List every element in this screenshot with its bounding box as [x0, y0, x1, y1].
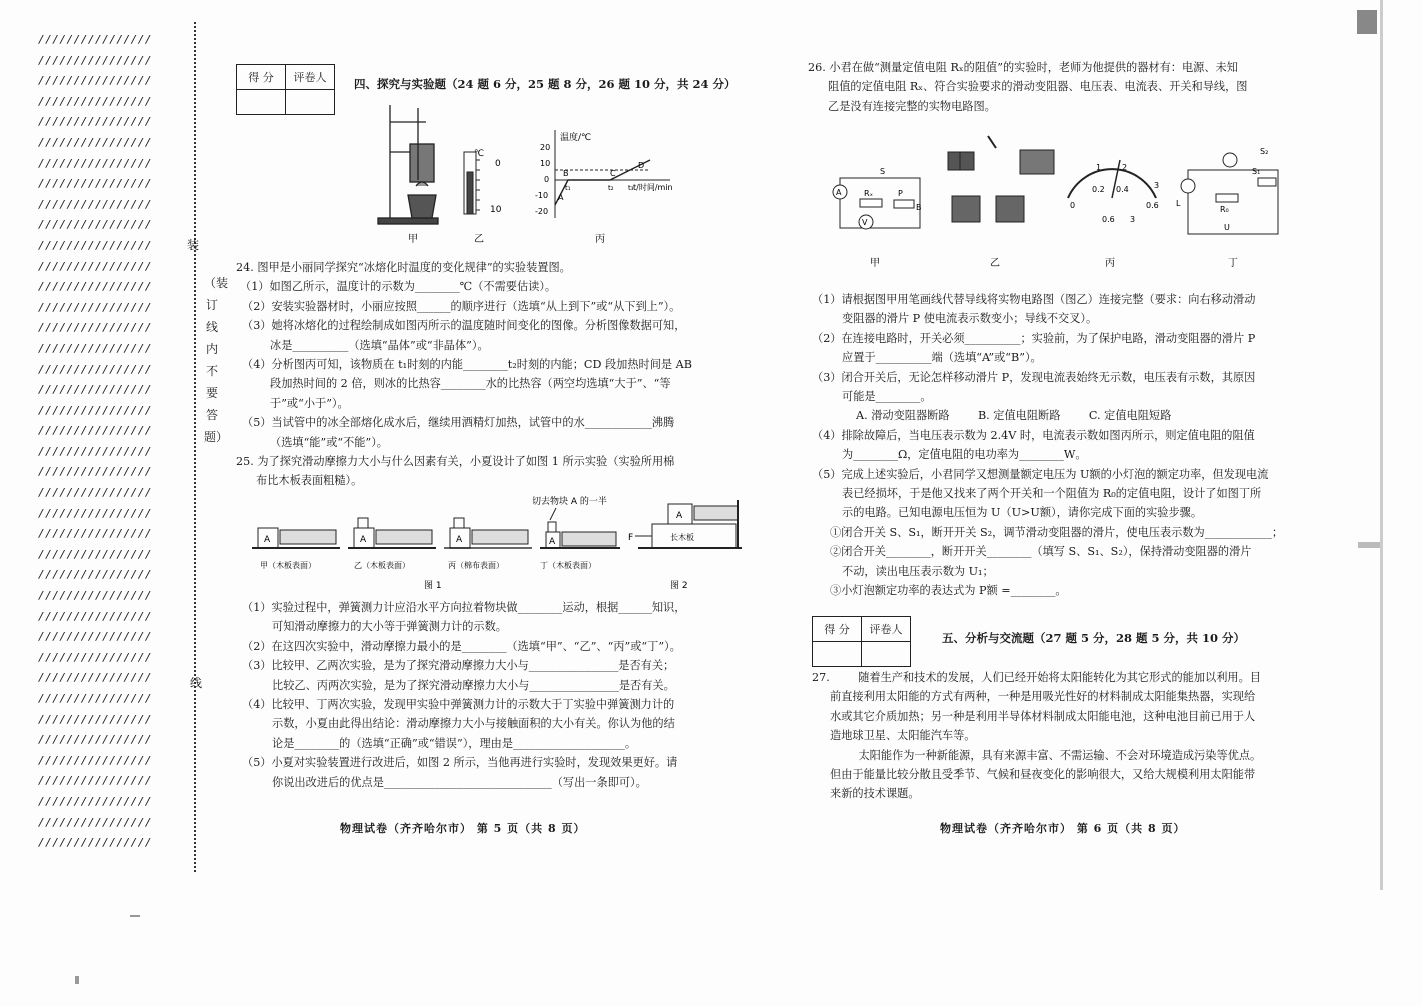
- q27-line: 造地球卫星、太阳能汽车等。: [830, 729, 976, 743]
- q24-line: 于”或“小于”）。: [270, 396, 349, 410]
- binding-note: （装订线内不要答题）: [204, 276, 229, 444]
- force-F: F: [628, 533, 634, 543]
- apparatus-jia: [378, 105, 438, 224]
- fig26-V: V: [862, 218, 868, 227]
- meter-1: 1: [1096, 163, 1102, 172]
- block-A: A: [549, 537, 556, 547]
- q26-line: （3）闭合开关后，无论怎样移动滑片 P，发现电流表始终无示数，电压表有示数，其原因: [812, 370, 1256, 384]
- q25-intro: 25. 为了探究滑动摩擦力大小与什么因素有关，小夏设计了如图 1 所示实验（实验所用棉: [236, 455, 675, 469]
- q24-line: （选填“能”或“不能”）。: [270, 435, 388, 449]
- q26-line: （4）排除故障后，当电压表示数为 2.4V 时，电流表示数如图丙所示，则定值电阻的阻值: [812, 428, 1255, 442]
- fig2-label: 图 2: [670, 581, 688, 591]
- meter-0.6: 0.6: [1146, 201, 1159, 210]
- q24-line: 段加热时间的 2 倍，则冰的比热容________水的比热容（两空均选填“大于”、“等: [270, 377, 671, 391]
- q26-line: 变阻器的滑片 P 使电流表示数变小；导线不交叉）。: [842, 312, 1098, 326]
- q27-line: 27. 随着生产和技术的发展，人们已经开始将太阳能转化为其它形式的能加以利用。目: [812, 671, 1261, 684]
- q26-line: 表已经损坏，于是他又找来了两个开关和一个阻值为 R₀的定值电阻，设计了如图丁所: [842, 487, 1262, 501]
- figure-26: [820, 130, 1320, 270]
- question-27: [812, 668, 1332, 804]
- cut-note: 切去物块 A 的一半: [532, 497, 607, 507]
- q24-line: 24. 图甲是小丽同学探究“冰熔化时温度的变化规律”的实验装置图。: [236, 261, 571, 274]
- binding-hatch: //////////////// //////////////// //////////////// //////////////// //////////////// //////////////// //////////////// //////////////// //////////////// //////////////// //////////////// //////////////// //////////////// //////////////// //////////////// //////////////// //////////////// //////////////// //////////////// //////////////// //////////////// //////////////// //////////////// //////////////// //////////////// //////////////// //////////////// //////////////// //////////////// //////////////// //////////////// //////////////// //////////////// //////////////// //////////////// //////////////// //////////////// //////////////// //////////////// ////////////////: [38, 33, 152, 850]
- q26-line: （2）在连接电路时，开关必须__________；实验前，为了保护电路，滑动变阻器的滑片 P: [812, 331, 1256, 345]
- caption-jia: 甲（木板表面）: [260, 561, 316, 570]
- caption-yi: 乙（木板表面）: [354, 561, 410, 570]
- block-A: A: [456, 535, 463, 545]
- q26-line: ③小灯泡额定功率的表达式为 P额 =________。: [830, 584, 1067, 598]
- binding-word-xian: 线: [190, 676, 203, 690]
- meter-2: 2: [1122, 163, 1128, 172]
- question-26-intro: [808, 58, 1328, 116]
- block-A: A: [676, 511, 683, 521]
- tick-20: 20: [540, 143, 551, 152]
- fig26-label-yi: 乙: [990, 258, 1000, 269]
- tick-0: 0: [544, 175, 550, 184]
- question-24: [236, 258, 746, 491]
- tick-neg20: -20: [535, 207, 549, 216]
- q25-line: （5）小夏对实验装置进行改进后，如图 2 所示，当他再进行实验时，发现效果更好。请: [242, 756, 678, 770]
- q26-line: 应置于__________端（选填“A”或“B”）。: [842, 351, 1042, 365]
- meter-mark-3: 3: [1130, 215, 1136, 224]
- thermo-unit: ℃: [474, 149, 485, 159]
- grader-input[interactable]: [286, 90, 335, 115]
- page-edge: [1380, 0, 1383, 890]
- q24-line: （5）当试管中的冰全部熔化成水后，继续用酒精灯加热，试管中的水____________沸腾: [242, 416, 675, 430]
- fig26-label-ding: 丁: [1228, 258, 1238, 269]
- q26-line: ①闭合开关 S、S₁，断开开关 S₂，调节滑动变阻器的滑片，使电压表示数为____________；: [830, 525, 1284, 539]
- footer-right: 物理试卷（齐齐哈尔市） 第 6 页（共 8 页）: [940, 822, 1186, 835]
- thermometer-yi: [464, 152, 480, 214]
- q25-line: 比较乙、丙两次实验，是为了探究滑动摩擦力大小与________________是否有关。: [272, 678, 675, 692]
- q25-line: 你说出改进后的优点是______________________________（写出一条即可）。: [272, 775, 647, 789]
- score-input[interactable]: [237, 90, 286, 115]
- point-A: A: [558, 193, 564, 202]
- q26-line: 不动，读出电压表示数为 U₁；: [842, 564, 994, 578]
- score-box-left: [236, 64, 335, 115]
- scan-side-mark: [1358, 542, 1380, 548]
- point-t3: t₃: [628, 184, 634, 192]
- tick-neg10: -10: [535, 191, 549, 200]
- q24-line: （3）她将冰熔化的过程绘制成如图丙所示的温度随时间变化的图像。分析图像数据可知，: [242, 319, 686, 333]
- meter-3: 3: [1154, 181, 1160, 190]
- tick-10: 10: [540, 159, 551, 168]
- point-C: C: [610, 169, 616, 178]
- meter-0.2: 0.2: [1092, 185, 1105, 194]
- q26-intro: 26. 小君在做“测量定值电阻 Rₓ的阻值”的实验时，老师为他提供的器材有：电源、未知: [808, 61, 1238, 74]
- q26-intro: 乙是没有连接完整的实物电路图。: [828, 99, 996, 113]
- point-t1: t₁: [565, 184, 571, 192]
- meter-0: 0: [1070, 201, 1076, 210]
- fig24-label-jia: 甲: [408, 234, 418, 245]
- point-t2: t₂: [608, 184, 614, 192]
- q27-line: 但由于能量比较分散且受季节、气候和昼夜变化的影响很大，又给大规模利用太阳能带: [830, 768, 1256, 782]
- score-input[interactable]: [813, 642, 862, 667]
- scan-speck: [130, 915, 140, 917]
- caption-bing: 丙（棉布表面）: [448, 561, 504, 570]
- thermo-0: 0: [495, 159, 501, 169]
- scan-tab-mark: [1357, 10, 1377, 34]
- q26-intro: 阻值的定值电阻 Rₓ、符合实验要求的滑动变阻器、电压表、电流表、开关和导线，图: [828, 80, 1248, 94]
- footer-left: 物理试卷（齐齐哈尔市） 第 5 页（共 8 页）: [340, 822, 586, 835]
- block-A: A: [264, 535, 271, 545]
- fig26-label-bing: 丙: [1105, 258, 1115, 269]
- binding-dotted-line: [194, 22, 196, 872]
- q27-line: 前直接利用太阳能的方式有两种，一种是用吸光性好的材料制成太阳能集热器，实现给: [830, 690, 1256, 704]
- fig26-Rx: Rₓ: [864, 189, 874, 198]
- score-box-right: [812, 616, 911, 667]
- section5-title: 五、分析与交流题（27 题 5 分，28 题 5 分，共 10 分）: [942, 631, 1246, 645]
- q25-intro: 布比木板表面粗糙）。: [256, 474, 363, 488]
- q25-line: （2）在这四次实验中，滑动摩擦力最小的是________（选填“甲”、“乙”、“丙”或“丁”）。: [242, 639, 681, 653]
- figure-24: [370, 100, 700, 250]
- meter-0.4: 0.4: [1116, 185, 1129, 194]
- fig26-R0: R₀: [1220, 205, 1229, 214]
- q25-line: 示数，小夏由此得出结论：滑动摩擦力大小与接触面积的大小有关。你认为他的结: [272, 717, 675, 731]
- fig26-label-jia: 甲: [870, 258, 880, 269]
- question-25: [242, 598, 752, 792]
- score-label: 得 分: [813, 617, 862, 642]
- fig26-S: S: [880, 167, 886, 176]
- section4-title: 四、探究与实验题（24 题 6 分，25 题 8 分，26 题 10 分，共 24 分）: [354, 77, 736, 91]
- q27-line: 来新的技术课题。: [830, 787, 920, 801]
- grader-input[interactable]: [862, 642, 911, 667]
- q26-line: （1）请根据图甲用笔画线代替导线将实物电路图（图乙）连接完整（要求：向右移动滑动: [812, 293, 1256, 306]
- q26-line: （5）完成上述实验后，小君同学又想测量额定电压为 U额的小灯泡的额定功率，但发现电流: [812, 467, 1269, 481]
- point-B: B: [563, 169, 569, 178]
- q25-line: 论是________的（选填“正确”或“错误”），理由是____________________。: [272, 736, 637, 750]
- question-26: [812, 290, 1332, 601]
- q25-line: （4）比较甲、丁两次实验，发现甲实验中弹簧测力计的示数大于丁实验中弹簧测力计的: [242, 698, 675, 712]
- fig26-A: A: [836, 188, 842, 197]
- q25-line: （1）实验过程中，弹簧测力计应沿水平方向拉着物块做________运动，根据______知识，: [242, 601, 686, 614]
- scan-speck: [75, 976, 79, 984]
- binding-margin: [22, 22, 229, 872]
- fig26-U: U: [1224, 223, 1230, 232]
- q24-line: （4）分析图丙可知，该物质在 t₁时刻的内能________t₂时刻的内能；CD 段加热时间是 AB: [242, 358, 692, 372]
- q26-line: 为________Ω，定值电阻的电功率为________W。: [842, 448, 1087, 462]
- q26-options: A. 滑动变阻器断路 B. 定值电阻断路 C. 定值电阻短路: [856, 409, 1172, 423]
- board-label: 长木板: [670, 533, 694, 542]
- fig24-label-yi: 乙: [474, 234, 484, 245]
- q24-line: （1）如图乙所示，温度计的示数为________℃（不需要估读）。: [240, 280, 557, 294]
- q27-line: 太阳能作为一种新能源，具有来源丰富、不需运输、不会对环境造成污染等优点。: [830, 748, 1262, 762]
- q24-line: （2）安装实验器材时，小丽应按照______的顺序进行（选填“从上到下”或“从下到上”）。: [242, 299, 681, 313]
- q26-line: 示的电路。已知电源电压恒为 U（U>U额），请你完成下面的实验步骤。: [842, 506, 1203, 520]
- fig1-label: 图 1: [424, 581, 442, 591]
- point-D: D: [638, 161, 645, 170]
- q24-line: 冰是__________（选填“晶体”或“非晶体”）。: [270, 338, 489, 352]
- caption-ding: 丁（木板表面）: [540, 561, 596, 570]
- q25-line: （3）比较甲、乙两次实验，是为了探究滑动摩擦力大小与________________是否有关；: [242, 659, 675, 673]
- q25-line: 可知滑动摩擦力的大小等于弹簧测力计的示数。: [272, 620, 507, 634]
- grader-label: 评卷人: [286, 65, 335, 90]
- graph-xlabel: t/时间/min: [633, 183, 673, 192]
- binding-word-zhuang: 装: [187, 238, 200, 252]
- figure-25: [250, 490, 750, 595]
- fig26-L: L: [1176, 199, 1181, 208]
- fig24-label-bing: 丙: [595, 234, 605, 245]
- block-A: A: [360, 535, 367, 545]
- q26-line: ②闭合开关________，断开开关________（填写 S、S₁、S₂），保持滑动变阻器的滑片: [830, 545, 1252, 559]
- fig26-P: P: [898, 189, 903, 198]
- q26-line: 可能是________。: [842, 390, 932, 404]
- score-label: 得 分: [237, 65, 286, 90]
- thermo-10: 10: [490, 205, 502, 215]
- fig26-S2: S₂: [1260, 147, 1269, 156]
- grader-label: 评卷人: [862, 617, 911, 642]
- q27-line: 水或其它介质加热；另一种是利用半导体材料制成太阳能电池，这种电池目前已用于人: [830, 709, 1256, 723]
- fig26-S1: S₁: [1252, 167, 1261, 176]
- fig26-B: B: [916, 203, 922, 212]
- graph-ylabel: 温度/℃: [560, 133, 592, 143]
- meter-mark-0.6: 0.6: [1102, 215, 1115, 224]
